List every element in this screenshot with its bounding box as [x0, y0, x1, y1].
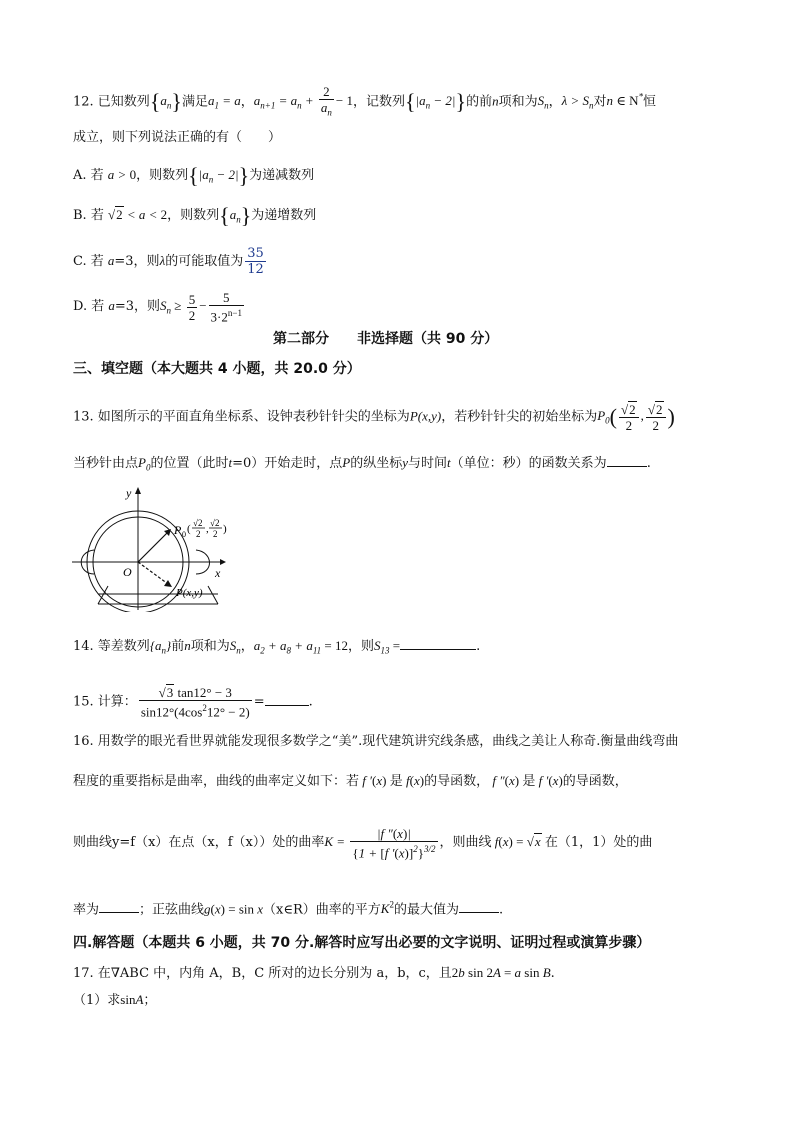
q17-line1: 17. 在∇ABC 中，内角 A，B，C 所对的边长分别为 a，b，c，且2b sin 2A = a sin B. — [73, 965, 555, 981]
q13-answer-blank — [607, 466, 647, 467]
label-p0-sub: 0 — [182, 530, 186, 539]
q15-answer-blank — [265, 705, 309, 706]
n-in-N: n ∈ N* — [606, 91, 644, 109]
q16-answer-blank-2 — [459, 912, 499, 913]
label-p: P(x,y) — [176, 587, 203, 599]
curvature-formula: K = $\frac{|f ''(x)|}{\{1 + [f '(x)]^2\}^{3/2}}$ — [324, 826, 436, 861]
q12-line1: 12. 已知数列$\{a_n\}$满足$a_1 = a$，$a_{n+1} = a_n$ + $\frac{2}{a_n}$ − 1，记数列$\{|a_n - 2|\}$的前n项和为$S_n$，$\lambda > S_n$对n ∈ N*恒 — [73, 84, 657, 118]
hand-p0 — [138, 532, 168, 562]
label-p0: P — [174, 523, 182, 537]
q16-line1: 16. 用数学的眼光看世界就能发现很多数学之“美”.现代建筑讲究线条感，曲线之美让人称奇.衡量曲线弯曲 — [73, 734, 679, 749]
recurrence: $a_{n+1} = a_n$ + $\frac{2}{a_n}$ − 1 — [253, 84, 353, 118]
sn: $S_n$ — [537, 93, 549, 111]
lambda-gt-sn: $\lambda > S_n$ — [561, 93, 594, 111]
label-o: O — [123, 565, 132, 579]
seq-abs: $\{|a_n - 2|\}$ — [405, 89, 467, 115]
q16-line2: 程度的重要指标是曲率，曲线的曲率定义如下：若 f ′(x) 是 f(x)的导函数， f ″(x) 是 f ′(x)的导函数， — [73, 773, 628, 789]
q12-line2: 成立，则下列说法正确的有（ ） — [73, 130, 282, 145]
label-x: x — [215, 566, 221, 580]
label-y: y — [126, 486, 132, 500]
q12-option-c: C. 若 a=3，则λ的可能取值为 $\frac{35}{12}$ — [73, 246, 264, 277]
y-axis-arrow — [135, 487, 141, 494]
fraction-35-12: $\frac{35}{12}$ — [247, 246, 264, 277]
x-axis-arrow — [220, 559, 226, 565]
svg-text:): ) — [223, 523, 227, 535]
svg-text:2: 2 — [196, 529, 201, 539]
q15-expression: $\frac{√3 \tan 12^\circ - 3}{\sin 12^\circ(4\cos^212^\circ - 2)}$ — [140, 685, 250, 720]
clock-figure — [68, 482, 248, 612]
a1-eq: $a_1 = a$ — [207, 93, 241, 111]
svg-text:√2: √2 — [210, 518, 220, 528]
q16-line3: 则曲线y=f（x）在点（x，f（x））处的曲率K = $\frac{|f ''(x)|}{\{1 + [f '(x)]^2\}^{3/2}}$ ，则曲线 f(x) = √x 在（1，1）处的曲 — [73, 826, 653, 861]
section3-title: 三、填空题（本大题共 4 小题，共 20.0 分） — [73, 361, 361, 377]
q15-line: 15. 计算： $\frac{√3 \tan 12^\circ - 3}{\sin 12^\circ(4\cos^212^\circ - 2)}$ = . — [73, 685, 313, 720]
svg-text:,: , — [206, 523, 209, 535]
seq-an: $\{a_n\}$ — [149, 89, 182, 115]
section4-title: 四.解答题（本题共 6 小题，共 70 分.解答时应写出必要的文字说明、证明过程或演算步骤） — [73, 935, 651, 951]
hand-p-arrow — [164, 580, 172, 587]
hand-p — [138, 562, 168, 584]
q17-line2: （1）求sinA； — [73, 992, 157, 1008]
q14-line: 14. 等差数列$\{a_n\}$前n项和为$S_n$，$a_2 + a_8 + a_{11} = 12$，则$S_{13}$ = . — [73, 638, 481, 656]
q13-line1: 13. 如图所示的平面直角坐标系、设钟表秒针针尖的坐标为P(x,y)，若秒针针尖的初始坐标为$P_0$( $\frac{√2}{2}$ , $\frac{√2}{2}$ ) — [73, 402, 675, 433]
svg-text:(: ( — [187, 523, 191, 535]
q13-line2: 当秒针由点$P_0$的位置（此时t=0）开始走时，点P的纵坐标y与时间t（单位：秒）的函数关系为 . — [73, 455, 651, 473]
q14-answer-blank — [400, 649, 476, 650]
q12-option-b: B. 若 √2 < a < 2，则数列$\{a_n\}$为递增数列 — [73, 203, 317, 229]
q12-option-a: A. 若 a > 0，则数列$\{|a_n - 2|\}$为递减数列 — [73, 163, 315, 189]
svg-text:2: 2 — [213, 529, 218, 539]
q16-answer-blank-1 — [99, 912, 139, 913]
q16-line4: 率为 ；正弦曲线g(x) = sin x（x∈R）曲率的平方$K^2$的最大值为 . — [73, 900, 504, 918]
q12-option-d: D. 若 a=3，则$S_n$ ≥ $\frac{5}{2}$ − $\frac{5}{3\cdot 2^{n-1}}$ — [73, 290, 242, 325]
part2-title: 第二部分 非选择题（共 90 分） — [273, 331, 499, 347]
svg-text:√2: √2 — [193, 518, 203, 528]
p0-coord: $P_0$( $\frac{√2}{2}$ , $\frac{√2}{2}$ ) — [597, 402, 675, 433]
